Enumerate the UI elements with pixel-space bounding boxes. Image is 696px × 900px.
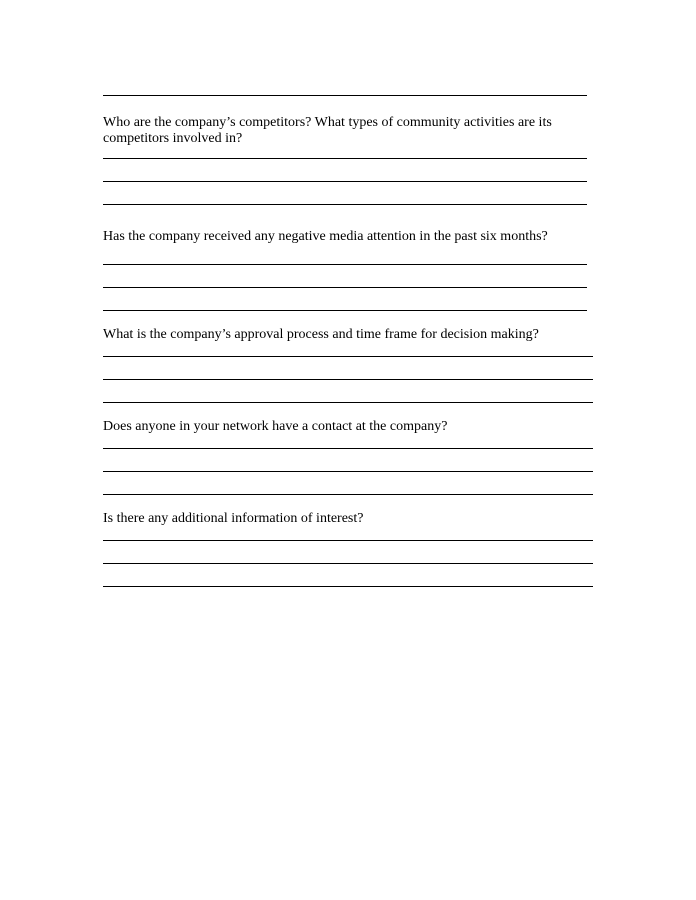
question-approval-process: What is the company’s approval process and time frame for decision making? (103, 327, 539, 342)
answer-line[interactable] (103, 563, 593, 564)
question-additional-info: Is there any additional information of interest? (103, 511, 364, 526)
question-competitors: Who are the company’s competitors? What types of community activities are its competitors involved in? (103, 115, 552, 146)
answer-line[interactable] (103, 356, 593, 357)
answer-line[interactable] (103, 204, 587, 205)
answer-line[interactable] (103, 402, 593, 403)
answer-line[interactable] (103, 540, 593, 541)
answer-line[interactable] (103, 158, 587, 159)
answer-line[interactable] (103, 586, 593, 587)
question-network-contact: Does anyone in your network have a contact at the company? (103, 419, 448, 434)
answer-line[interactable] (103, 471, 593, 472)
answer-line[interactable] (103, 379, 593, 380)
answer-line[interactable] (103, 95, 587, 96)
answer-line[interactable] (103, 494, 593, 495)
answer-line[interactable] (103, 181, 587, 182)
answer-line[interactable] (103, 264, 587, 265)
answer-line[interactable] (103, 287, 587, 288)
answer-line[interactable] (103, 448, 593, 449)
question-negative-media: Has the company received any negative media attention in the past six months? (103, 229, 548, 244)
answer-line[interactable] (103, 310, 587, 311)
